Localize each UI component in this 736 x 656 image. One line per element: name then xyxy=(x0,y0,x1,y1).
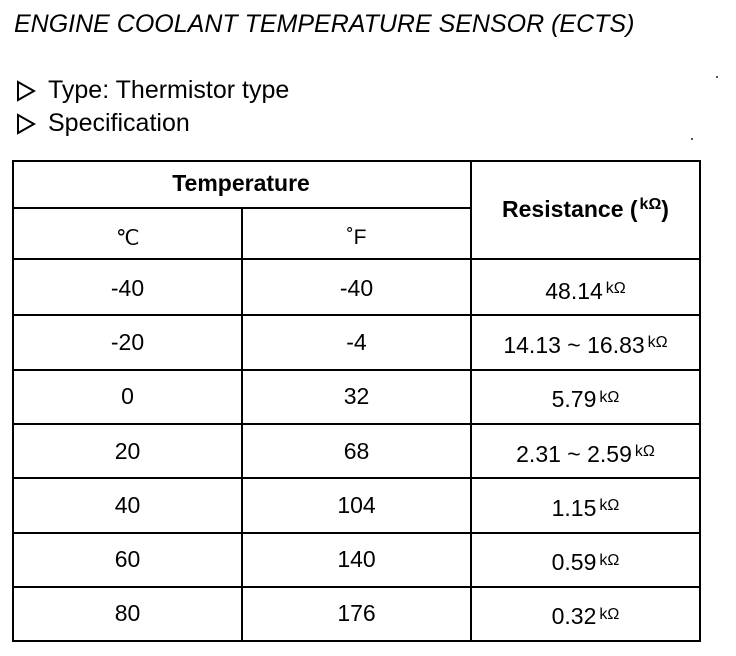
divider-resistance xyxy=(470,160,472,642)
cell-celsius-value: 80 xyxy=(114,600,141,627)
cell-fahrenheit xyxy=(243,425,470,477)
row-divider xyxy=(12,477,701,479)
row-divider xyxy=(12,423,701,425)
cell-resistance-value: 5.79 xyxy=(551,386,597,413)
table-border-left xyxy=(12,160,14,642)
table-border-right xyxy=(699,160,701,642)
cell-celsius xyxy=(14,371,241,423)
cell-resistance xyxy=(472,588,699,640)
cell-fahrenheit xyxy=(243,479,470,531)
resistance-table xyxy=(12,160,701,642)
resistance-unit: kΩ xyxy=(647,334,668,352)
cell-fahrenheit xyxy=(243,262,470,314)
bullet-text: Type: Thermistor type xyxy=(48,76,290,104)
bullet-specification xyxy=(16,107,289,140)
header-fahrenheit xyxy=(243,210,470,258)
cell-celsius-value: -40 xyxy=(110,274,145,301)
header-celsius xyxy=(12,210,241,258)
cell-celsius-value: 0 xyxy=(121,383,134,410)
cell-resistance-value: 48.14 xyxy=(545,277,603,304)
cell-fahrenheit-value: -4 xyxy=(346,328,367,355)
divider-header xyxy=(12,258,701,260)
cell-celsius-value: -20 xyxy=(110,328,145,355)
bullet-type xyxy=(16,74,289,107)
resistance-unit: kΩ xyxy=(599,388,620,406)
header-resistance-close: ) xyxy=(661,195,669,222)
cell-celsius-value: 60 xyxy=(114,546,141,573)
resistance-unit: kΩ xyxy=(599,497,620,515)
stray-dot xyxy=(716,76,718,78)
header-temperature xyxy=(12,160,470,207)
cell-resistance-value: 1.15 xyxy=(551,494,597,521)
row-divider xyxy=(12,586,701,588)
header-resistance xyxy=(472,160,699,258)
cell-celsius xyxy=(14,425,241,477)
cell-resistance xyxy=(472,262,699,314)
triangle-right-outline-icon xyxy=(16,80,36,102)
page-title: ENGINE COOLANT TEMPERATURE SENSOR (ECTS) xyxy=(14,10,635,38)
cell-resistance xyxy=(472,479,699,531)
triangle-right-outline-icon xyxy=(16,113,36,135)
resistance-unit: kΩ xyxy=(599,551,620,569)
cell-resistance-value: 2.31 ~ 2.59 xyxy=(516,440,632,467)
cell-fahrenheit xyxy=(243,316,470,368)
table-border-top xyxy=(12,160,701,162)
cell-celsius xyxy=(14,262,241,314)
row-divider xyxy=(12,532,701,534)
cell-fahrenheit-value: 68 xyxy=(343,437,370,464)
cell-fahrenheit-value: -40 xyxy=(339,274,374,301)
cell-resistance-value: 0.59 xyxy=(551,549,597,576)
cell-resistance xyxy=(472,534,699,586)
bullet-text: Specification xyxy=(48,109,190,137)
cell-resistance xyxy=(472,316,699,368)
header-resistance-label: Resistance ( xyxy=(502,195,638,222)
cell-fahrenheit xyxy=(243,534,470,586)
cell-fahrenheit-value: 32 xyxy=(343,383,370,410)
row-divider xyxy=(12,369,701,371)
divider-temperature-sub xyxy=(12,207,472,209)
header-resistance-unit: kΩ xyxy=(639,196,662,213)
cell-celsius xyxy=(14,588,241,640)
cell-resistance xyxy=(472,371,699,423)
cell-fahrenheit xyxy=(243,588,470,640)
cell-celsius-value: 20 xyxy=(114,437,141,464)
stray-dot xyxy=(691,138,693,140)
cell-fahrenheit-value: 176 xyxy=(337,600,376,627)
resistance-unit: kΩ xyxy=(634,443,655,461)
cell-celsius xyxy=(14,479,241,531)
cell-fahrenheit-value: 140 xyxy=(337,546,376,573)
cell-resistance-value: 0.32 xyxy=(551,603,597,630)
cell-resistance xyxy=(472,425,699,477)
row-divider xyxy=(12,314,701,316)
header-celsius-label: ℃ xyxy=(116,226,140,250)
resistance-unit: kΩ xyxy=(599,605,620,623)
bullet-list xyxy=(16,74,289,140)
cell-resistance-value: 14.13 ~ 16.83 xyxy=(503,331,645,358)
cell-celsius xyxy=(14,534,241,586)
header-temperature-label: Temperature xyxy=(172,170,310,196)
cell-celsius xyxy=(14,316,241,368)
cell-fahrenheit xyxy=(243,371,470,423)
header-fahrenheit-label: ˚F xyxy=(346,226,367,249)
cell-celsius-value: 40 xyxy=(114,491,141,518)
table-border-bottom xyxy=(12,640,701,642)
cell-fahrenheit-value: 104 xyxy=(337,491,376,518)
resistance-unit: kΩ xyxy=(605,280,626,298)
